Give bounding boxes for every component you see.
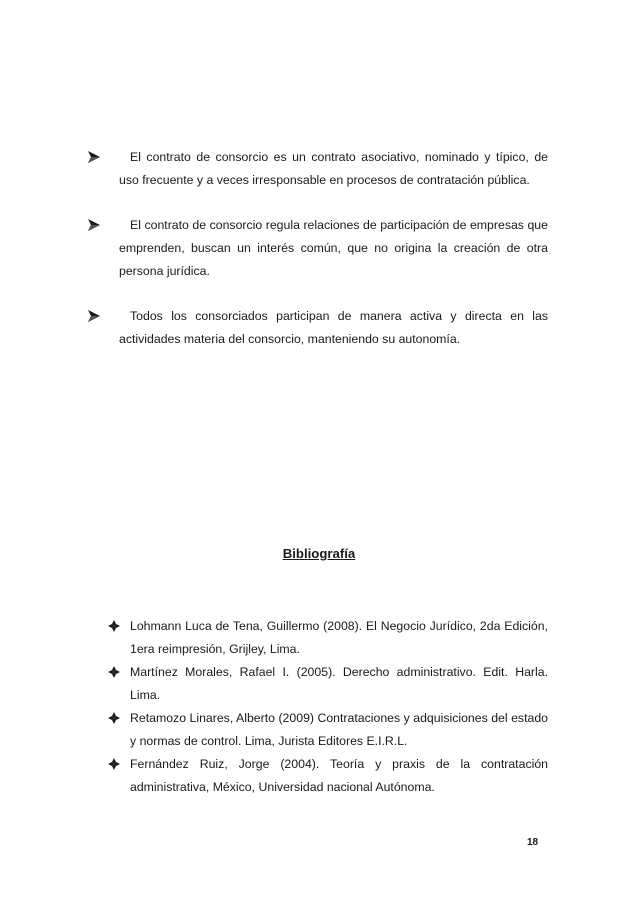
bibliography-entry-text: Fernández Ruiz, Jorge (2004). Teoría y praxis de la contratación administrativa, México, Universidad nacional Autónoma. [130, 757, 548, 794]
conclusion-text: El contrato de consorcio regula relaciones de participación de empresas que emprenden, buscan un interés común, que no origina la creación de otra persona jurídica. [119, 218, 548, 278]
arrow-bullet-icon [88, 305, 102, 328]
conclusions-list [88, 146, 548, 373]
diamond-bullet-icon [108, 620, 120, 632]
bibliography-list [108, 615, 548, 799]
diamond-bullet-icon [108, 712, 120, 724]
bibliography-entry-text: Martínez Morales, Rafael I. (2005). Derecho administrativo. Edit. Harla. Lima. [130, 665, 548, 702]
diamond-bullet-icon [108, 666, 120, 678]
bibliography-heading: Bibliografía [282, 546, 356, 561]
arrow-bullet-icon [88, 214, 102, 237]
bibliography-entry-text: Retamozo Linares, Alberto (2009) Contrataciones y adquisiciones del estado y normas de control. Lima, Jurista Editores E.I.R.L. [130, 711, 548, 748]
list-item [88, 305, 548, 351]
page-number: 18 [527, 837, 539, 848]
arrow-bullet-icon [88, 146, 102, 169]
list-item [88, 146, 548, 192]
list-item [108, 615, 548, 661]
list-item [108, 661, 548, 707]
conclusion-text: El contrato de consorcio es un contrato asociativo, nominado y típico, de uso frecuente y a veces irresponsable en procesos de contratación pública. [119, 150, 548, 187]
diamond-bullet-icon [108, 758, 120, 770]
list-item [88, 214, 548, 283]
conclusion-text: Todos los consorciados participan de manera activa y directa en las actividades materia del consorcio, manteniendo su autonomía. [119, 309, 548, 346]
list-item [108, 707, 548, 753]
list-item [108, 753, 548, 799]
bibliography-entry-text: Lohmann Luca de Tena, Guillermo (2008). El Negocio Jurídico, 2da Edición, 1era reimpresión, Grijley, Lima. [130, 619, 548, 656]
